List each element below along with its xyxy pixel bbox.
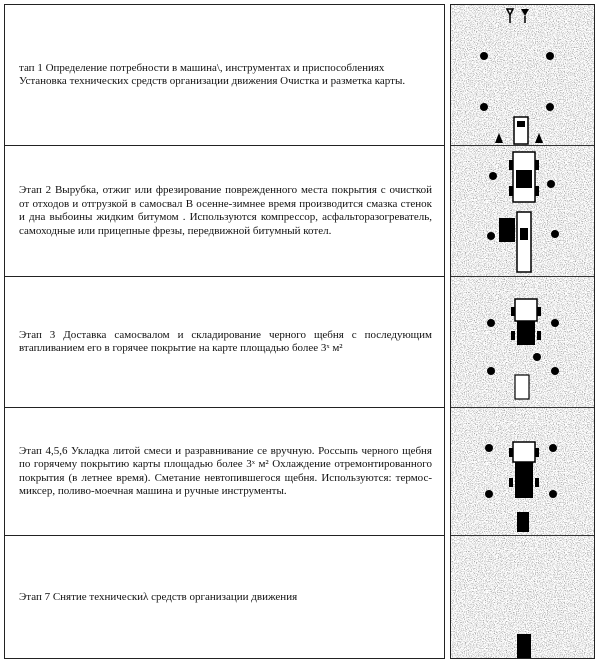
stage-2-text: Этап 2 Вырубка, отжиг или фрезирование поврежденного места покрытия с очисткой от отходов и отгрузкой в самосвал В осенне-зимнее время производится смазка стенок и дна выбоины жидким битумом . Используются компрессор, асфальторазогреватель, самоходные или прицепные фрезы, передвижной битумный котел. [19,184,432,237]
stage-5-text: Этап 7 Снятие техническиλ средств организации движения [19,591,298,604]
stage-4-text: Этап 4,5,6 Укладка литой смеси и разравнивание се вручную. Россыпь черного щебня по горячему покрытию карты площадью более 3ˣ м² Охлаждение отремонтированного покрытия (в летнее время). Сметание невтопившегося щебня. Используются: термос-миксер, поливо-моечная машина и ручные инструменты. [19,444,432,497]
road-map-diagram [451,536,594,659]
stage-text-column [4,4,445,659]
stage-3-text: Этап 3 Доставка самосвалом и складирование черного щебня с последующим втапливанием его в горячее покрытие на карте площадью более 3ˣ м² [19,328,432,354]
gravel-pile-icon [515,375,529,399]
stage-1-line-1: тап 1 Определение потребности в машина\, инструментах и приспособлениях [19,61,385,74]
milling-machine-icon [509,152,539,202]
stage-row-4 [5,408,444,536]
stage-2-diagram [451,146,594,277]
stage-row-2 [5,146,444,277]
stage-row-1 [5,5,444,146]
road-map-diagram [451,146,594,277]
road-map-diagram [451,5,594,146]
road-map-diagram [451,277,594,408]
stage-row-3 [5,277,444,408]
stage-1-diagram [451,5,594,146]
road-map-diagram [451,408,594,536]
patched-area-icon [517,634,531,658]
vehicle-icon [514,117,528,144]
stage-4-diagram [451,408,594,536]
stages-table [4,4,595,659]
stage-diagram-column [450,4,595,659]
stage-5-diagram [451,536,594,659]
stage-row-5 [5,536,444,660]
stage-3-diagram [451,277,594,408]
stage-1-text [5,62,444,89]
stage-1-line-2: Установка технических средств организации движения Очистка и разметка карты. [19,75,406,87]
